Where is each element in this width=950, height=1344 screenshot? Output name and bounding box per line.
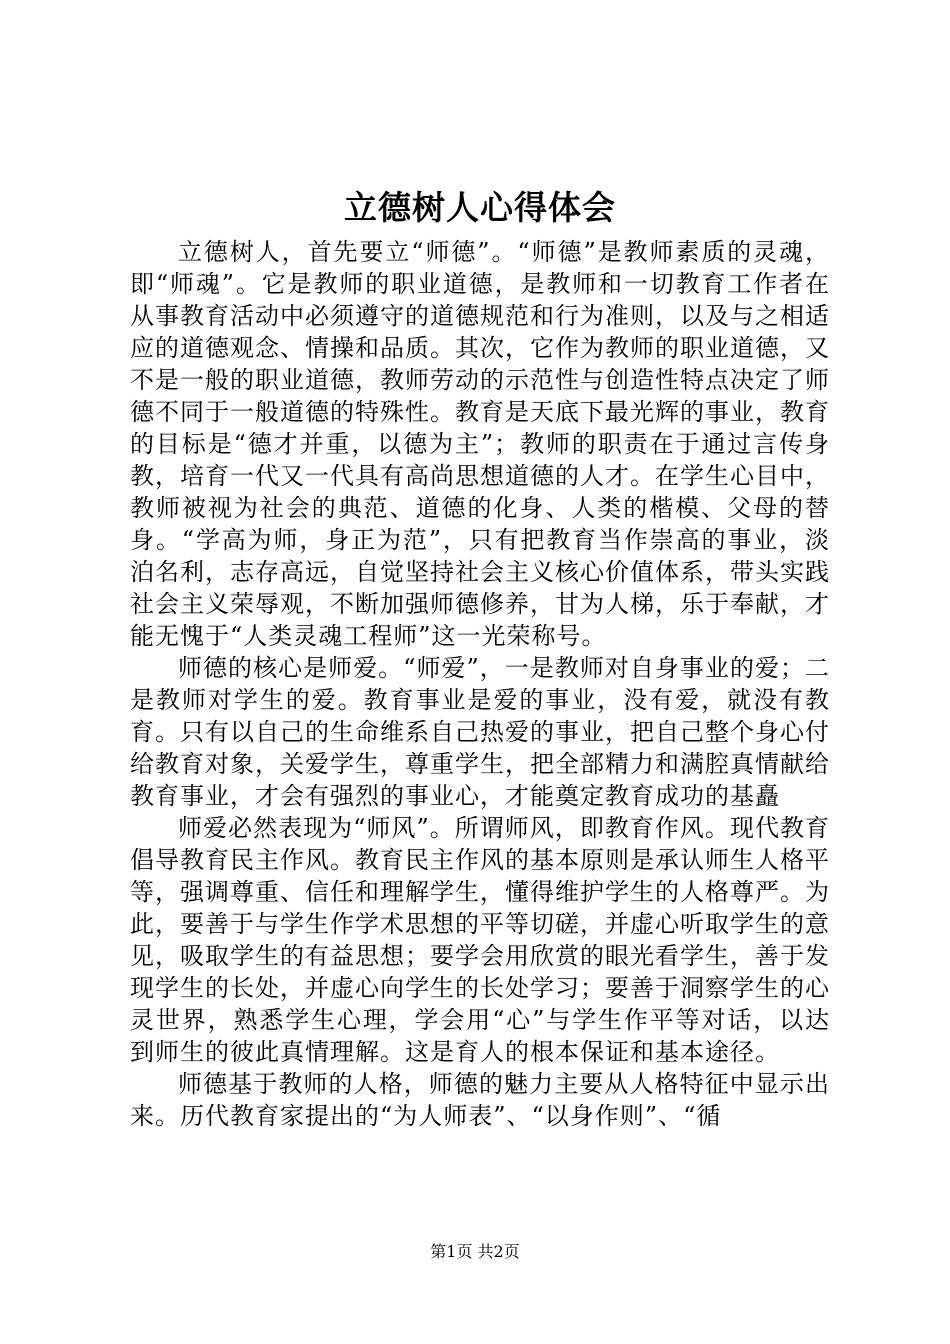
- page-title: 立德树人心得体会: [344, 188, 616, 227]
- paragraph: 立德树人，首先要立“师德”。“师德”是教师素质的灵魂，即“师魂”。它是教师的职业道德，是教师和一切教育工作者在从事教育活动中必须遵守的道德规范和行为准则，以及与之相适应的道德观念、情操和品质。其次，它作为教师的职业道德，又不是一般的职业道德，教师劳动的示范性与创造性特点决定了师德不同于一般道德的特殊性。教育是天底下最光辉的事业，教育的目标是“德才并重，以德为主”；教师的职责在于通过言传身教，培育一代又一代具有高尚思想道德的人才。在学生心目中，教师被视为社会的典范、道德的化身、人类的楷模、父母的替身。“学高为师，身正为范”，只有把教育当作崇高的事业，淡泊名利，志存高远，自觉坚持社会主义核心价值体系，带头实践社会主义荣辱观，不断加强师德修养，甘为人梯，乐于奉献，才能无愧于“人类灵魂工程师”这一光荣称号。: [130, 238, 830, 650]
- paragraph: 师德的核心是师爱。“师爱”，一是教师对自身事业的爱；二是教师对学生的爱。教育事业是爱的事业，没有爱，就没有教育。只有以自己的生命维系自己热爱的事业，把自己整个身心付给教育对象，关爱学生，尊重学生，把全部精力和满腔真情献给教育事业，才会有强烈的事业心，才能奠定教育成功的基矗: [130, 654, 830, 810]
- paragraph: 师德基于教师的人格，师德的魅力主要从人格特征中显示出来。历代教育家提出的“为人师表”、“以身作则”、“循: [130, 1070, 830, 1130]
- page-footer: 第1页 共2页: [430, 1242, 520, 1261]
- document-body: [130, 236, 830, 1132]
- paragraph: 师爱必然表现为“师风”。所谓师风，即教育作风。现代教育倡导教育民主作风。教育民主作风的基本原则是承认师生人格平等，强调尊重、信任和理解学生，懂得维护学生的人格尊严。为此，要善于与学生作学术思想的平等切磋，并虚心听取学生的意见，吸取学生的有益思想；要学会用欣赏的眼光看学生，善于发现学生的长处，并虚心向学生的长处学习；要善于洞察学生的心灵世界，熟悉学生心理，学会用“心”与学生作平等对话，以达到师生的彼此真情理解。这是育人的根本保证和基本途径。: [130, 814, 830, 1066]
